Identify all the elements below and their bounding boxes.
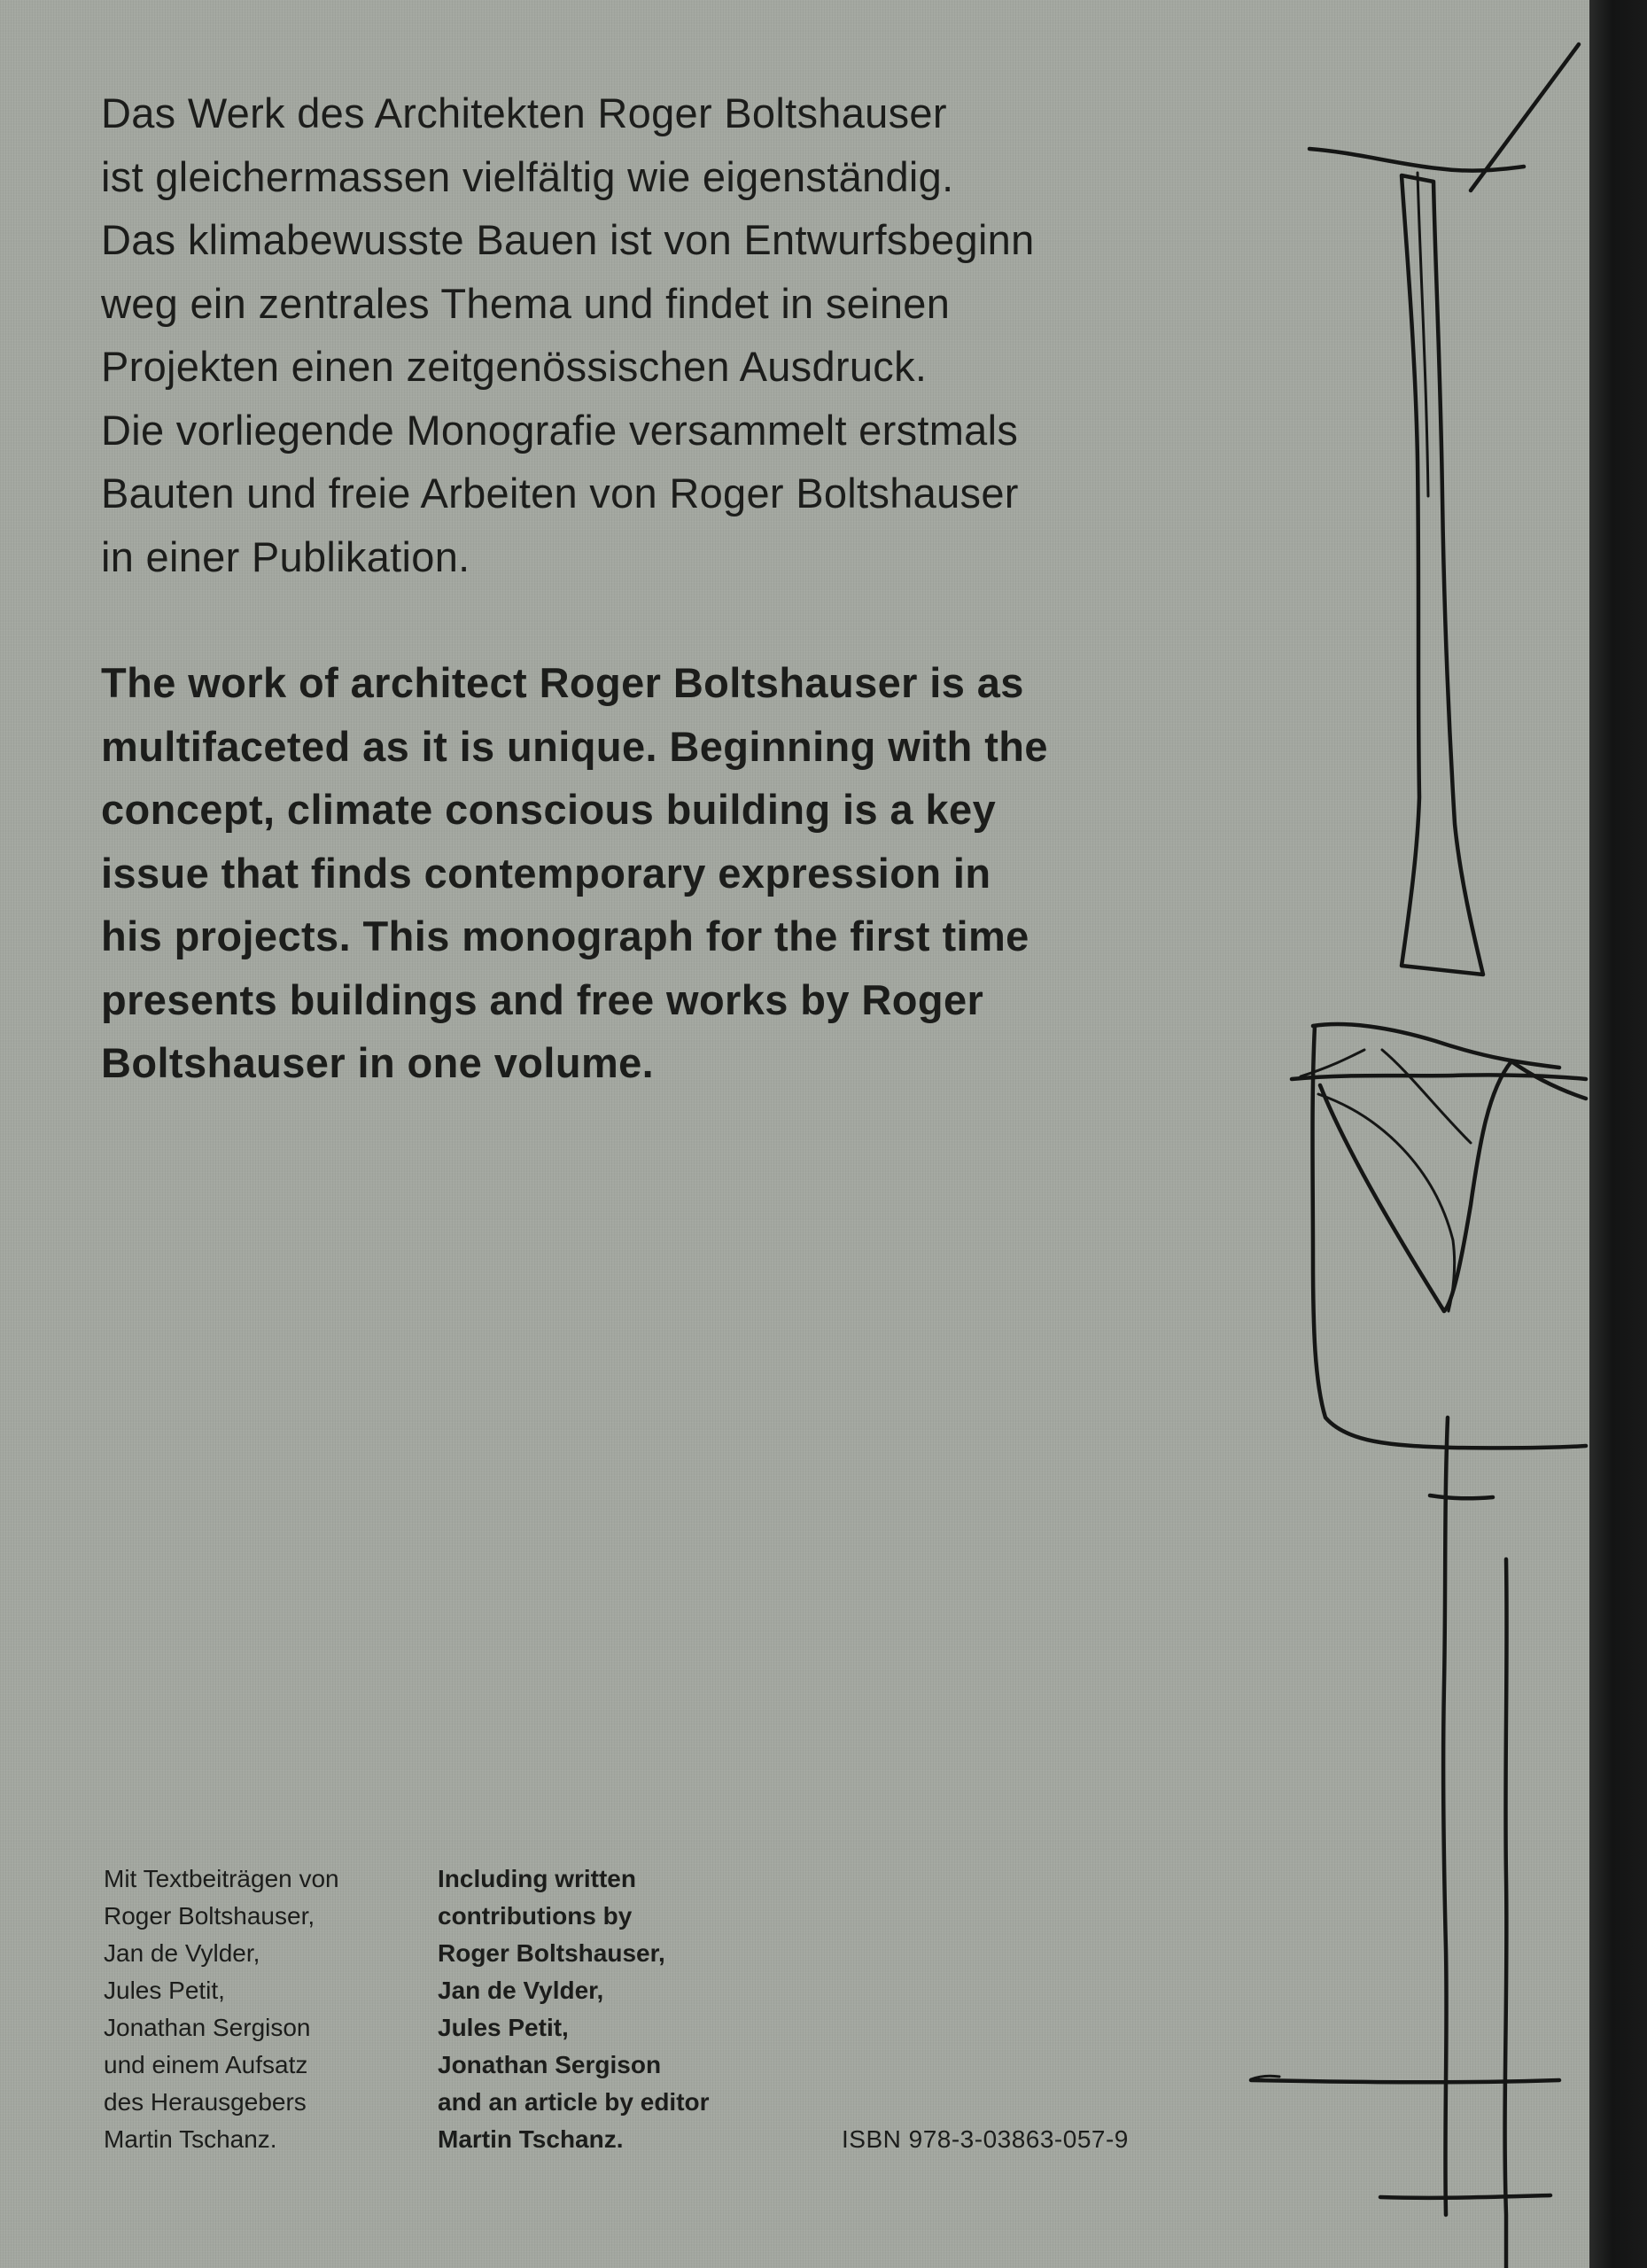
isbn-number: ISBN 978-3-03863-057-9 xyxy=(842,2125,1129,2153)
german-description: Das Werk des Architekten Roger Boltshauser ist gleichermassen vielfältig wie eigenständig. Das klimabewusste Bauen ist von Entwurfsbeginn weg ein zentrales Thema und findet in seinen Projekten einen zeitgenössischen Ausdruck. Die vorliegende Monografie versammelt erstmals Bauten und freie Arbeiten von Roger Boltshauser in einer Publikation. xyxy=(101,89,1035,580)
english-description: The work of architect Roger Boltshauser is as multifaceted as it is unique. Beginning with the concept, climate conscious building is a key issue that finds contemporary expression in his projects. This monograph for the first time presents buildings and free works by Roger Boltshauser in one volume. xyxy=(101,659,1048,1086)
book-spine-edge xyxy=(1589,0,1647,2268)
german-contributors: Mit Textbeiträgen von Roger Boltshauser, Jan de Vylder, Jules Petit, Jonathan Sergison und einem Aufsatz des Herausgebers Martin Tschanz. xyxy=(104,1865,339,2153)
english-contributors: Including written contributions by Roger Boltshauser, Jan de Vylder, Jules Petit, Jonathan Sergison and an article by editor Martin Tschanz. xyxy=(438,1865,710,2153)
